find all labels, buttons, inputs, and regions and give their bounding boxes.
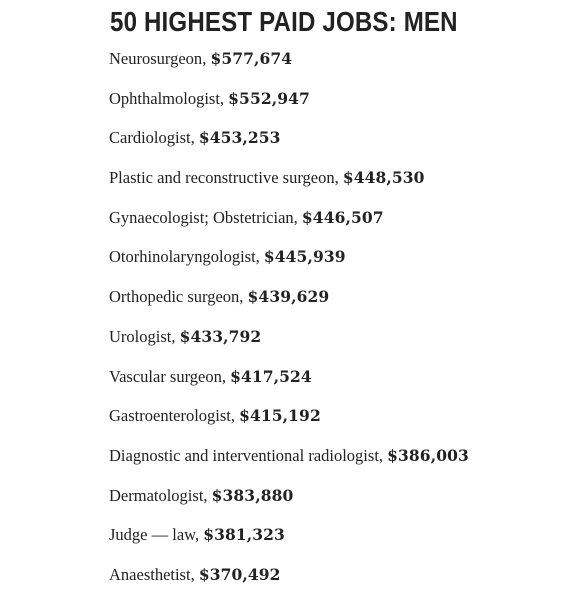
job-title: Anaesthetist [109,564,191,584]
job-title: Otorhinolaryngologist [109,247,256,267]
list-item: Anaesthetist, $370,492 [109,564,281,584]
list-item: Otorhinolaryngologist, $445,939 [109,247,346,267]
salary-value: $370,492 [198,564,281,584]
salary-value: $433,792 [179,326,262,346]
salary-value: $383,880 [211,485,294,505]
salary-list [109,47,469,603]
job-title: Urologist [109,326,172,346]
list-item: Gastroenterologist, $415,192 [109,406,321,426]
job-title: Judge — law [109,525,195,545]
list-item: Urologist, $433,792 [109,326,262,346]
salary-value: $446,507 [301,207,384,227]
job-title: Diagnostic and interventional radiologist [109,445,379,465]
list-item: Dermatologist, $383,880 [109,485,294,505]
salary-value: $386,003 [387,445,469,465]
job-title: Cardiologist [109,128,191,148]
list-item: Ophthalmologist, $552,947 [109,88,310,108]
list-item: Vascular surgeon, $417,524 [109,366,312,386]
page-title: 50 HIGHEST PAID JOBS: MEN [110,6,458,37]
salary-value: $448,530 [342,168,425,188]
job-title: Gastroenterologist [109,406,231,426]
salary-value: $381,323 [203,525,285,545]
salary-value: $415,192 [239,406,321,426]
job-title: Plastic and reconstructive surgeon [109,168,335,188]
job-title: Dermatologist [109,485,204,505]
salary-value: $577,674 [210,49,293,68]
job-title: Ophthalmologist [109,88,220,108]
list-item: Orthopedic surgeon, $439,629 [109,287,330,307]
salary-value: $417,524 [230,366,312,386]
list-item: Judge — law, $381,323 [109,525,285,545]
list-item: Gynaecologist; Obstetrician, $446,507 [109,207,384,227]
job-title: Orthopedic surgeon [109,287,240,307]
job-title: Neurosurgeon [109,49,203,68]
job-title: Gynaecologist; Obstetrician [109,207,294,227]
job-title: Vascular surgeon [109,366,222,386]
salary-value: $453,253 [198,128,281,148]
salary-value: $552,947 [228,88,310,108]
list-item: Neurosurgeon, $577,674 [109,49,293,68]
salary-value: $445,939 [263,247,346,267]
salary-value: $439,629 [247,287,330,307]
list-item: Diagnostic and interventional radiologist, $386,003 [109,445,469,465]
list-item: Plastic and reconstructive surgeon, $448,530 [109,168,425,188]
list-item: Cardiologist, $453,253 [109,128,281,148]
